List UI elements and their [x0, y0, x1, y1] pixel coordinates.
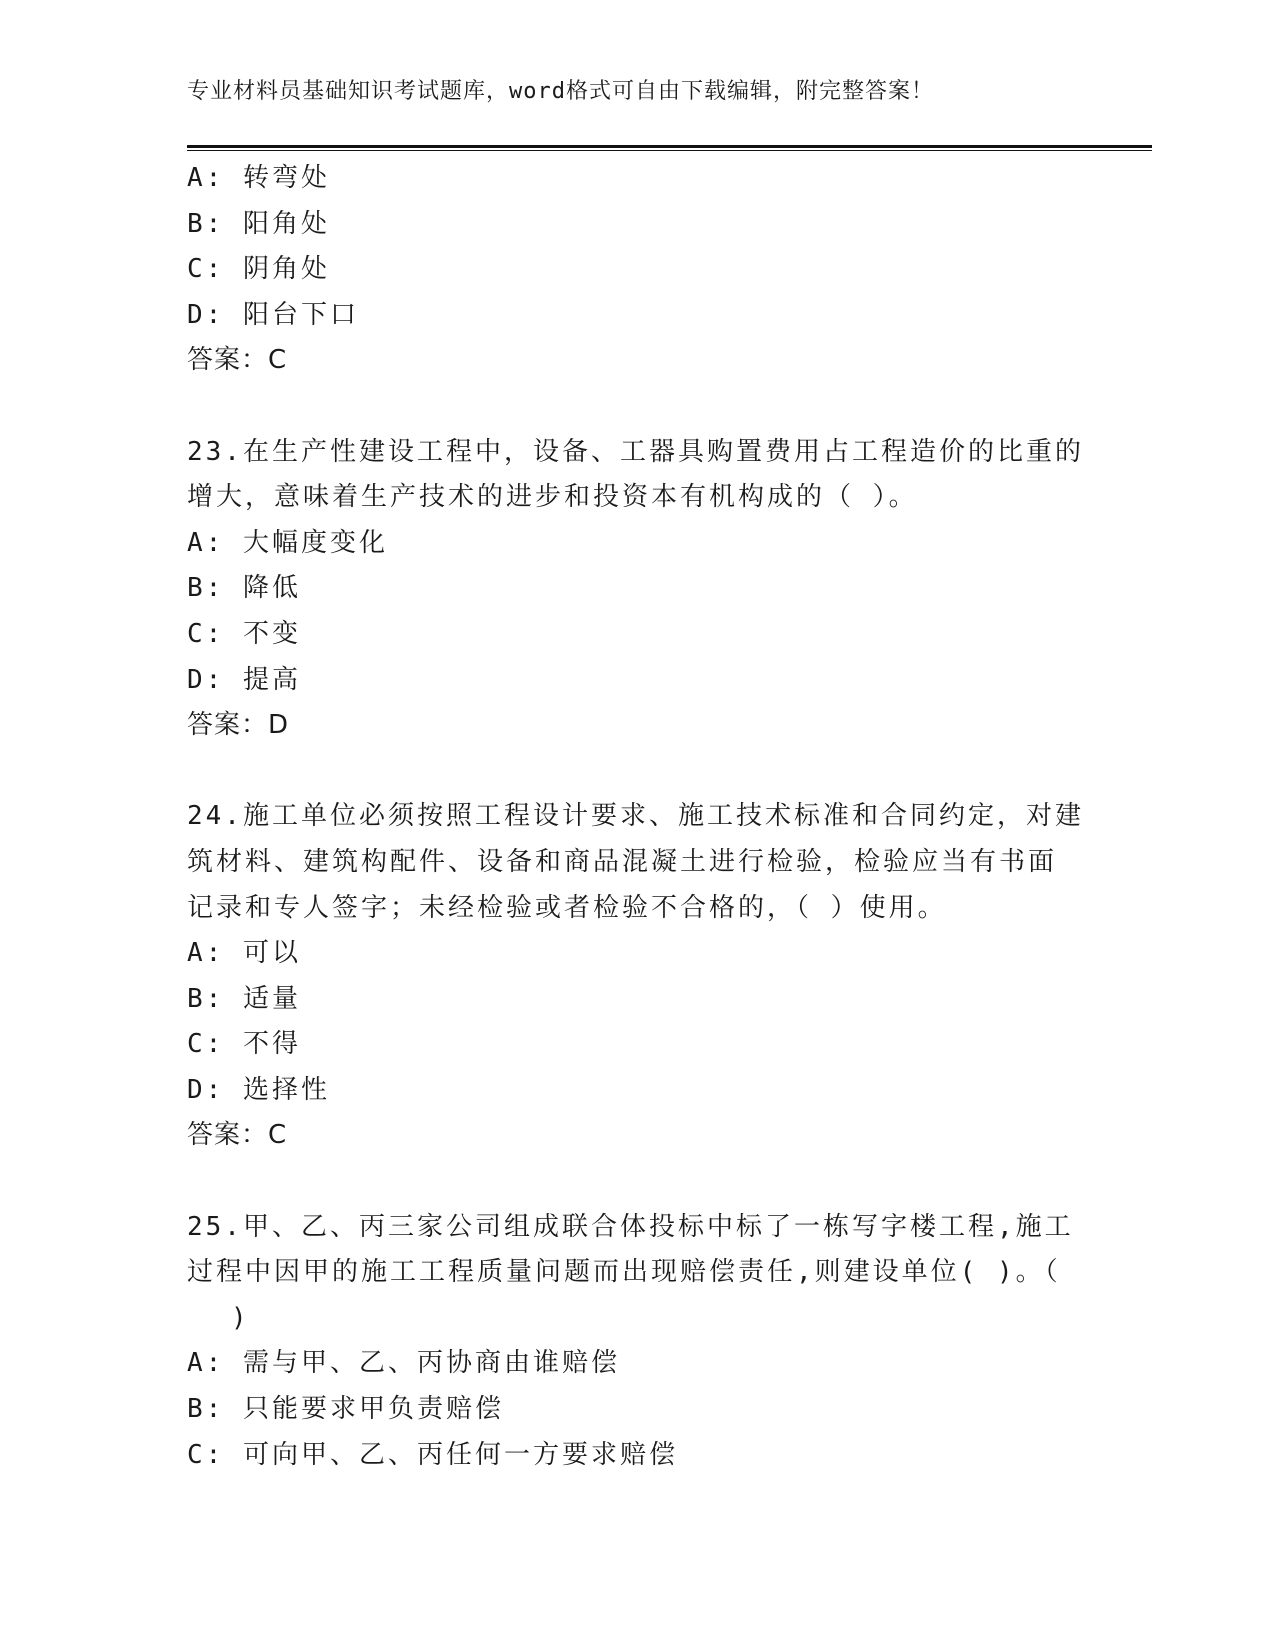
option-c: C: 不变: [187, 618, 301, 649]
option-a: A: 需与甲、乙、丙协商由谁赔偿: [187, 1348, 620, 1379]
option-c: C: 可向甲、乙、丙任何一方要求赔偿: [187, 1439, 678, 1470]
option-b: B: 降低: [187, 573, 301, 604]
spacer: [187, 1159, 1077, 1205]
option-b: B: 阳角处: [187, 208, 330, 239]
option-d: D: 选择性: [187, 1074, 330, 1105]
option-b: B: 只能要求甲负责赔偿: [187, 1394, 504, 1425]
question-text-line: 过程中因甲的施工工程质量问题而出现赔偿责任,则建设单位( )。（: [187, 1257, 1061, 1288]
question-text-line: 增大，意味着生产技术的进步和投资本有机构成的（ ）。: [187, 482, 918, 513]
answer: 答案：C: [187, 345, 288, 376]
option-d: D: 提高: [187, 664, 301, 695]
question-25: [187, 1205, 1077, 1479]
answer: 答案：D: [187, 710, 290, 741]
header-rule-thin: [187, 150, 1152, 151]
prev-question: [187, 156, 1077, 384]
option-a: A: 大幅度变化: [187, 527, 388, 558]
option-d: D: 阳台下口: [187, 299, 359, 330]
question-text-line: 25.甲、乙、丙三家公司组成联合体投标中标了一栋写字楼工程,施工: [187, 1211, 1074, 1242]
option-c: C: 阴角处: [187, 254, 330, 285]
option-c: C: 不得: [187, 1029, 301, 1060]
option-a: A: 可以: [187, 938, 301, 969]
header-rule: [187, 145, 1152, 148]
spacer: [187, 384, 1077, 430]
question-23: [187, 430, 1084, 749]
option-a: A: 转弯处: [187, 163, 330, 193]
question-text-line: 23.在生产性建设工程中，设备、工器具购置费用占工程造价的比重的: [187, 436, 1084, 467]
question-text-line: 筑材料、建筑构配件、设备和商品混凝土进行检验，检验应当有书面: [187, 846, 1058, 877]
page-header: 专业材料员基础知识考试题库，word格式可自由下载编辑，附完整答案！: [187, 79, 934, 104]
question-text-line: 记录和专人签字；未经检验或者检验不合格的，（ ）使用。: [187, 892, 947, 923]
question-24: [187, 794, 1084, 1159]
question-content: [187, 156, 1084, 1478]
question-text-line: 24.施工单位必须按照工程设计要求、施工技术标准和合同约定，对建: [187, 801, 1084, 832]
answer: 答案：C: [187, 1120, 288, 1151]
spacer: [187, 749, 1077, 795]
option-b: B: 适量: [187, 983, 301, 1014]
question-text-line: ): [231, 1302, 250, 1333]
